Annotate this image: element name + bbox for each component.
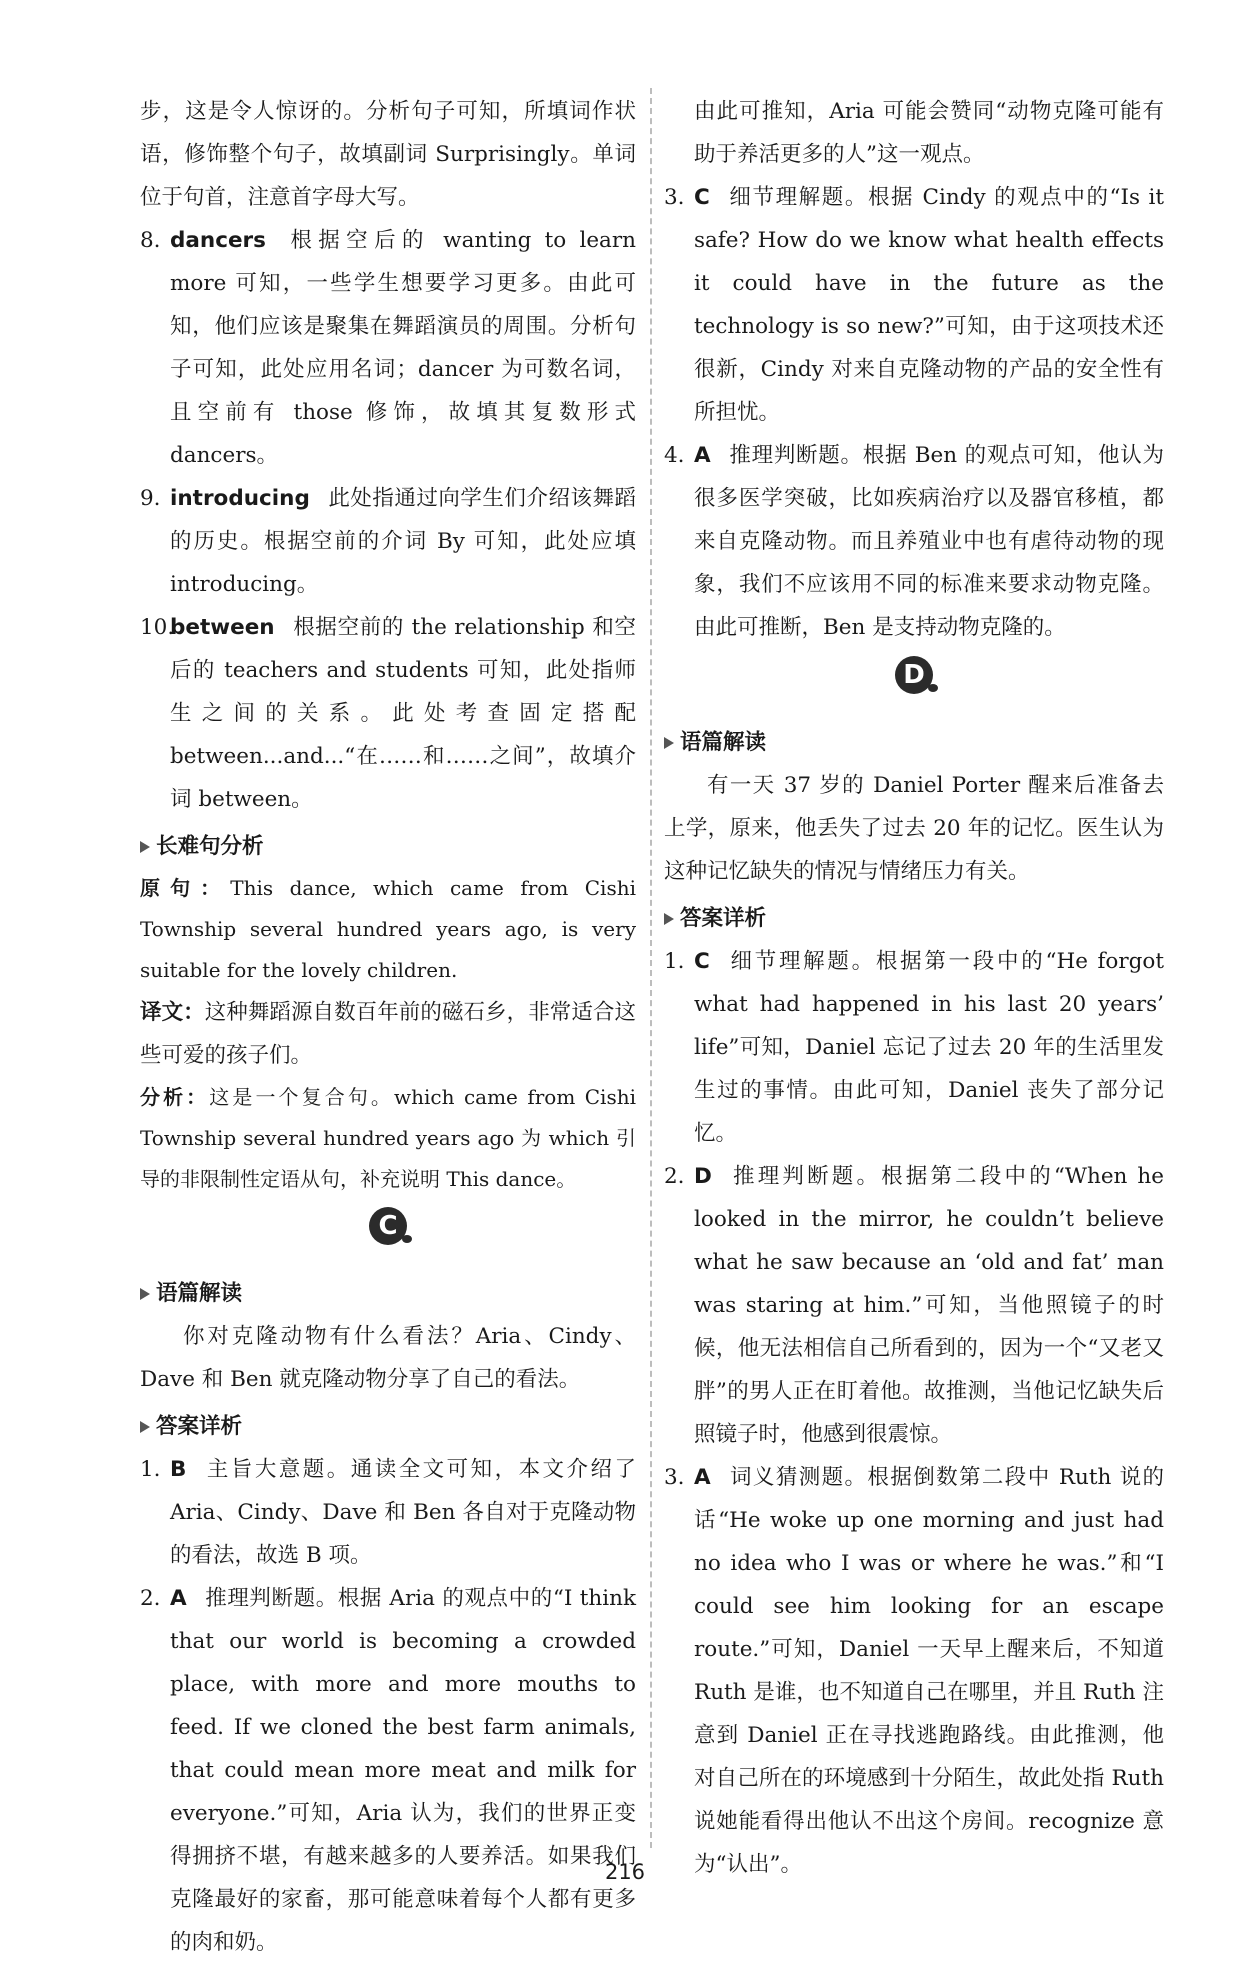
- item-answer: C: [694, 185, 710, 210]
- section-heading-reading-d: 语篇解读: [664, 721, 1164, 764]
- item-answer: introducing: [170, 486, 310, 511]
- item-explanation: 推理判断题。根据 Ben 的观点可知，他认为很多医学突破，比如疾病治疗以及器官移植，都来自克隆动物。而且养殖业中也有虐待动物的现象，我们不应该用不同的标准来要求动物克隆。由此可推断，Ben 是支持动物克隆的。: [694, 443, 1164, 640]
- answer-item-c1: [140, 1448, 636, 1577]
- section-letter-icon: D: [895, 656, 933, 694]
- section-badge-d: [664, 649, 1164, 717]
- triangle-bullet-icon: [140, 841, 150, 853]
- section-heading-answers-d: 答案详析: [664, 897, 1164, 940]
- original-label: 原句：: [140, 876, 231, 900]
- analysis: [140, 1077, 636, 1200]
- section-letter-icon: C: [369, 1207, 407, 1245]
- item-number: 2.: [140, 1586, 161, 1611]
- item-answer: A: [170, 1586, 187, 1611]
- item-number: 4.: [664, 443, 685, 468]
- original-text: This dance, which came from Cishi Township several hundred years ago, is very suitable for the lovely children.: [140, 876, 636, 982]
- analysis-label: 分析：: [140, 1085, 210, 1109]
- section-badge-c: [140, 1200, 636, 1268]
- page-number: 216: [604, 1860, 646, 1884]
- item-number: 3.: [664, 1465, 685, 1490]
- answer-item-c3: [664, 176, 1164, 434]
- item-number: 1.: [140, 1457, 161, 1482]
- analysis-text: 这是一个复合句。which came from Cishi Township several hundred years ago 为 which 引导的非限制性定语从句，补充说明 This dance。: [140, 1085, 636, 1191]
- right-column: [664, 90, 1164, 1886]
- translation-label: 译文：: [140, 1000, 205, 1025]
- section-heading-answers-c: 答案详析: [140, 1405, 636, 1448]
- item-explanation: 词义猜测题。根据倒数第二段中 Ruth 说的话“He woke up one morning and just had no idea who I was or where he was.”和“I could see him looking for an escape route.”可知，Daniel 一天早上醒来后，不知道 Ruth 是谁，也不知道自己在哪里，并且 Ruth 注意到 Daniel 正在寻找逃跑路线。由此推测，他对自己所在的环境感到十分陌生，故此处指 Ruth 说她能看得出他认不出这个房间。recognize 意为“认出”。: [694, 1465, 1164, 1877]
- item-explanation: 此处指通过向学生们介绍该舞蹈的历史。根据空前的介词 By 可知，此处应填 introducing。: [170, 486, 636, 597]
- item-explanation: 根据空后的 wanting to learn more 可知，一些学生想要学习更多。由此可知，他们应该是聚集在舞蹈演员的周围。分析句子可知，此处应用名词；dancer 为可数名词，且空前有 those 修饰，故填其复数形式 dancers。: [170, 228, 636, 468]
- item-answer: dancers: [170, 228, 266, 253]
- item-number: 9.: [140, 486, 161, 511]
- item-explanation: 根据空前的 the relationship 和空后的 teachers and students 可知，此处指师生之间的关系。此处考查固定搭配 between...and...“在……和……之间”，故填介词 between。: [170, 615, 636, 812]
- triangle-bullet-icon: [140, 1288, 150, 1300]
- translation-text: 这种舞蹈源自数百年前的磁石乡，非常适合这些可爱的孩子们。: [140, 1000, 636, 1068]
- item-explanation: 细节理解题。根据第一段中的“He forgot what had happened in his last 20 years’ life”可知，Daniel 忘记了过去 20 年的生活里发生过的事情。由此可知，Daniel 丧失了部分记忆。: [694, 949, 1164, 1146]
- translation: [140, 991, 636, 1077]
- item-number: 8.: [140, 228, 161, 253]
- answer-item-10: [140, 606, 636, 821]
- item-answer: A: [694, 443, 711, 468]
- item-answer: B: [170, 1457, 187, 1482]
- left-column: [140, 90, 636, 1964]
- section-heading-long-sentence: 长难句分析: [140, 825, 636, 868]
- item-explanation: 推理判断题。根据 Aria 的观点中的“I think that our world is becoming a crowded place, with more and more mouths to feed. If we cloned the best farm animals, that could mean more meat and milk for everyone.”可知，Aria 认为，我们的世界正变得拥挤不堪，有越来越多的人要养活。如果我们克隆最好的家畜，那可能意味着每个人都有更多的肉和奶。: [170, 1586, 636, 1955]
- answer-item-d1: [664, 940, 1164, 1155]
- item-number: 2.: [664, 1164, 685, 1189]
- triangle-bullet-icon: [140, 1421, 150, 1433]
- answer-item-d3: [664, 1456, 1164, 1886]
- triangle-bullet-icon: [664, 913, 674, 925]
- column-divider: [650, 88, 652, 1848]
- answer-item-9: [140, 477, 636, 606]
- item-explanation: 细节理解题。根据 Cindy 的观点中的“Is it safe? How do we know what health effects it could have in the future as the technology is so new?”可知，由于这项技术还很新，Cindy 对来自克隆动物的产品的安全性有所担忧。: [694, 185, 1164, 425]
- reading-summary-c: 你对克隆动物有什么看法？Aria、Cindy、Dave 和 Ben 就克隆动物分享了自己的看法。: [140, 1324, 636, 1392]
- answer-item-c2: [140, 1577, 636, 1964]
- item-number: 3.: [664, 185, 685, 210]
- triangle-bullet-icon: [664, 737, 674, 749]
- answer-item-d2: [664, 1155, 1164, 1456]
- continued-paragraph: 步，这是令人惊讶的。分析句子可知，所填词作状语，修饰整个句子，故填副词 Surprisingly。单词位于句首，注意首字母大写。: [140, 99, 636, 210]
- answer-item-8: [140, 219, 636, 477]
- item-number: 1.: [664, 949, 685, 974]
- item-explanation: 推理判断题。根据第二段中的“When he looked in the mirror, he couldn’t believe what he saw because an ‘old and fat’ man was staring at him.”可知，当他照镜子的时候，他无法相信自己所看到的，因为一个“又老又胖”的男人正在盯着他。故推测，当他记忆缺失后照镜子时，他感到很震惊。: [694, 1164, 1164, 1447]
- item-answer: A: [694, 1465, 711, 1490]
- section-heading-reading-c: 语篇解读: [140, 1272, 636, 1315]
- answer-item-c4: [664, 434, 1164, 649]
- item-number: 10.: [140, 615, 175, 640]
- original-sentence: [140, 868, 636, 991]
- item-explanation: 主旨大意题。通读全文可知，本文介绍了 Aria、Cindy、Dave 和 Ben 各自对于克隆动物的看法，故选 B 项。: [170, 1457, 636, 1568]
- continued-paragraph: 由此可推知，Aria 可能会赞同“动物克隆可能有助于养活更多的人”这一观点。: [694, 99, 1164, 167]
- reading-summary-d: 有一天 37 岁的 Daniel Porter 醒来后准备去上学，原来，他丢失了过去 20 年的记忆。医生认为这种记忆缺失的情况与情绪压力有关。: [664, 773, 1164, 884]
- item-answer: between: [170, 615, 275, 640]
- item-answer: D: [694, 1164, 712, 1189]
- item-answer: C: [694, 949, 710, 974]
